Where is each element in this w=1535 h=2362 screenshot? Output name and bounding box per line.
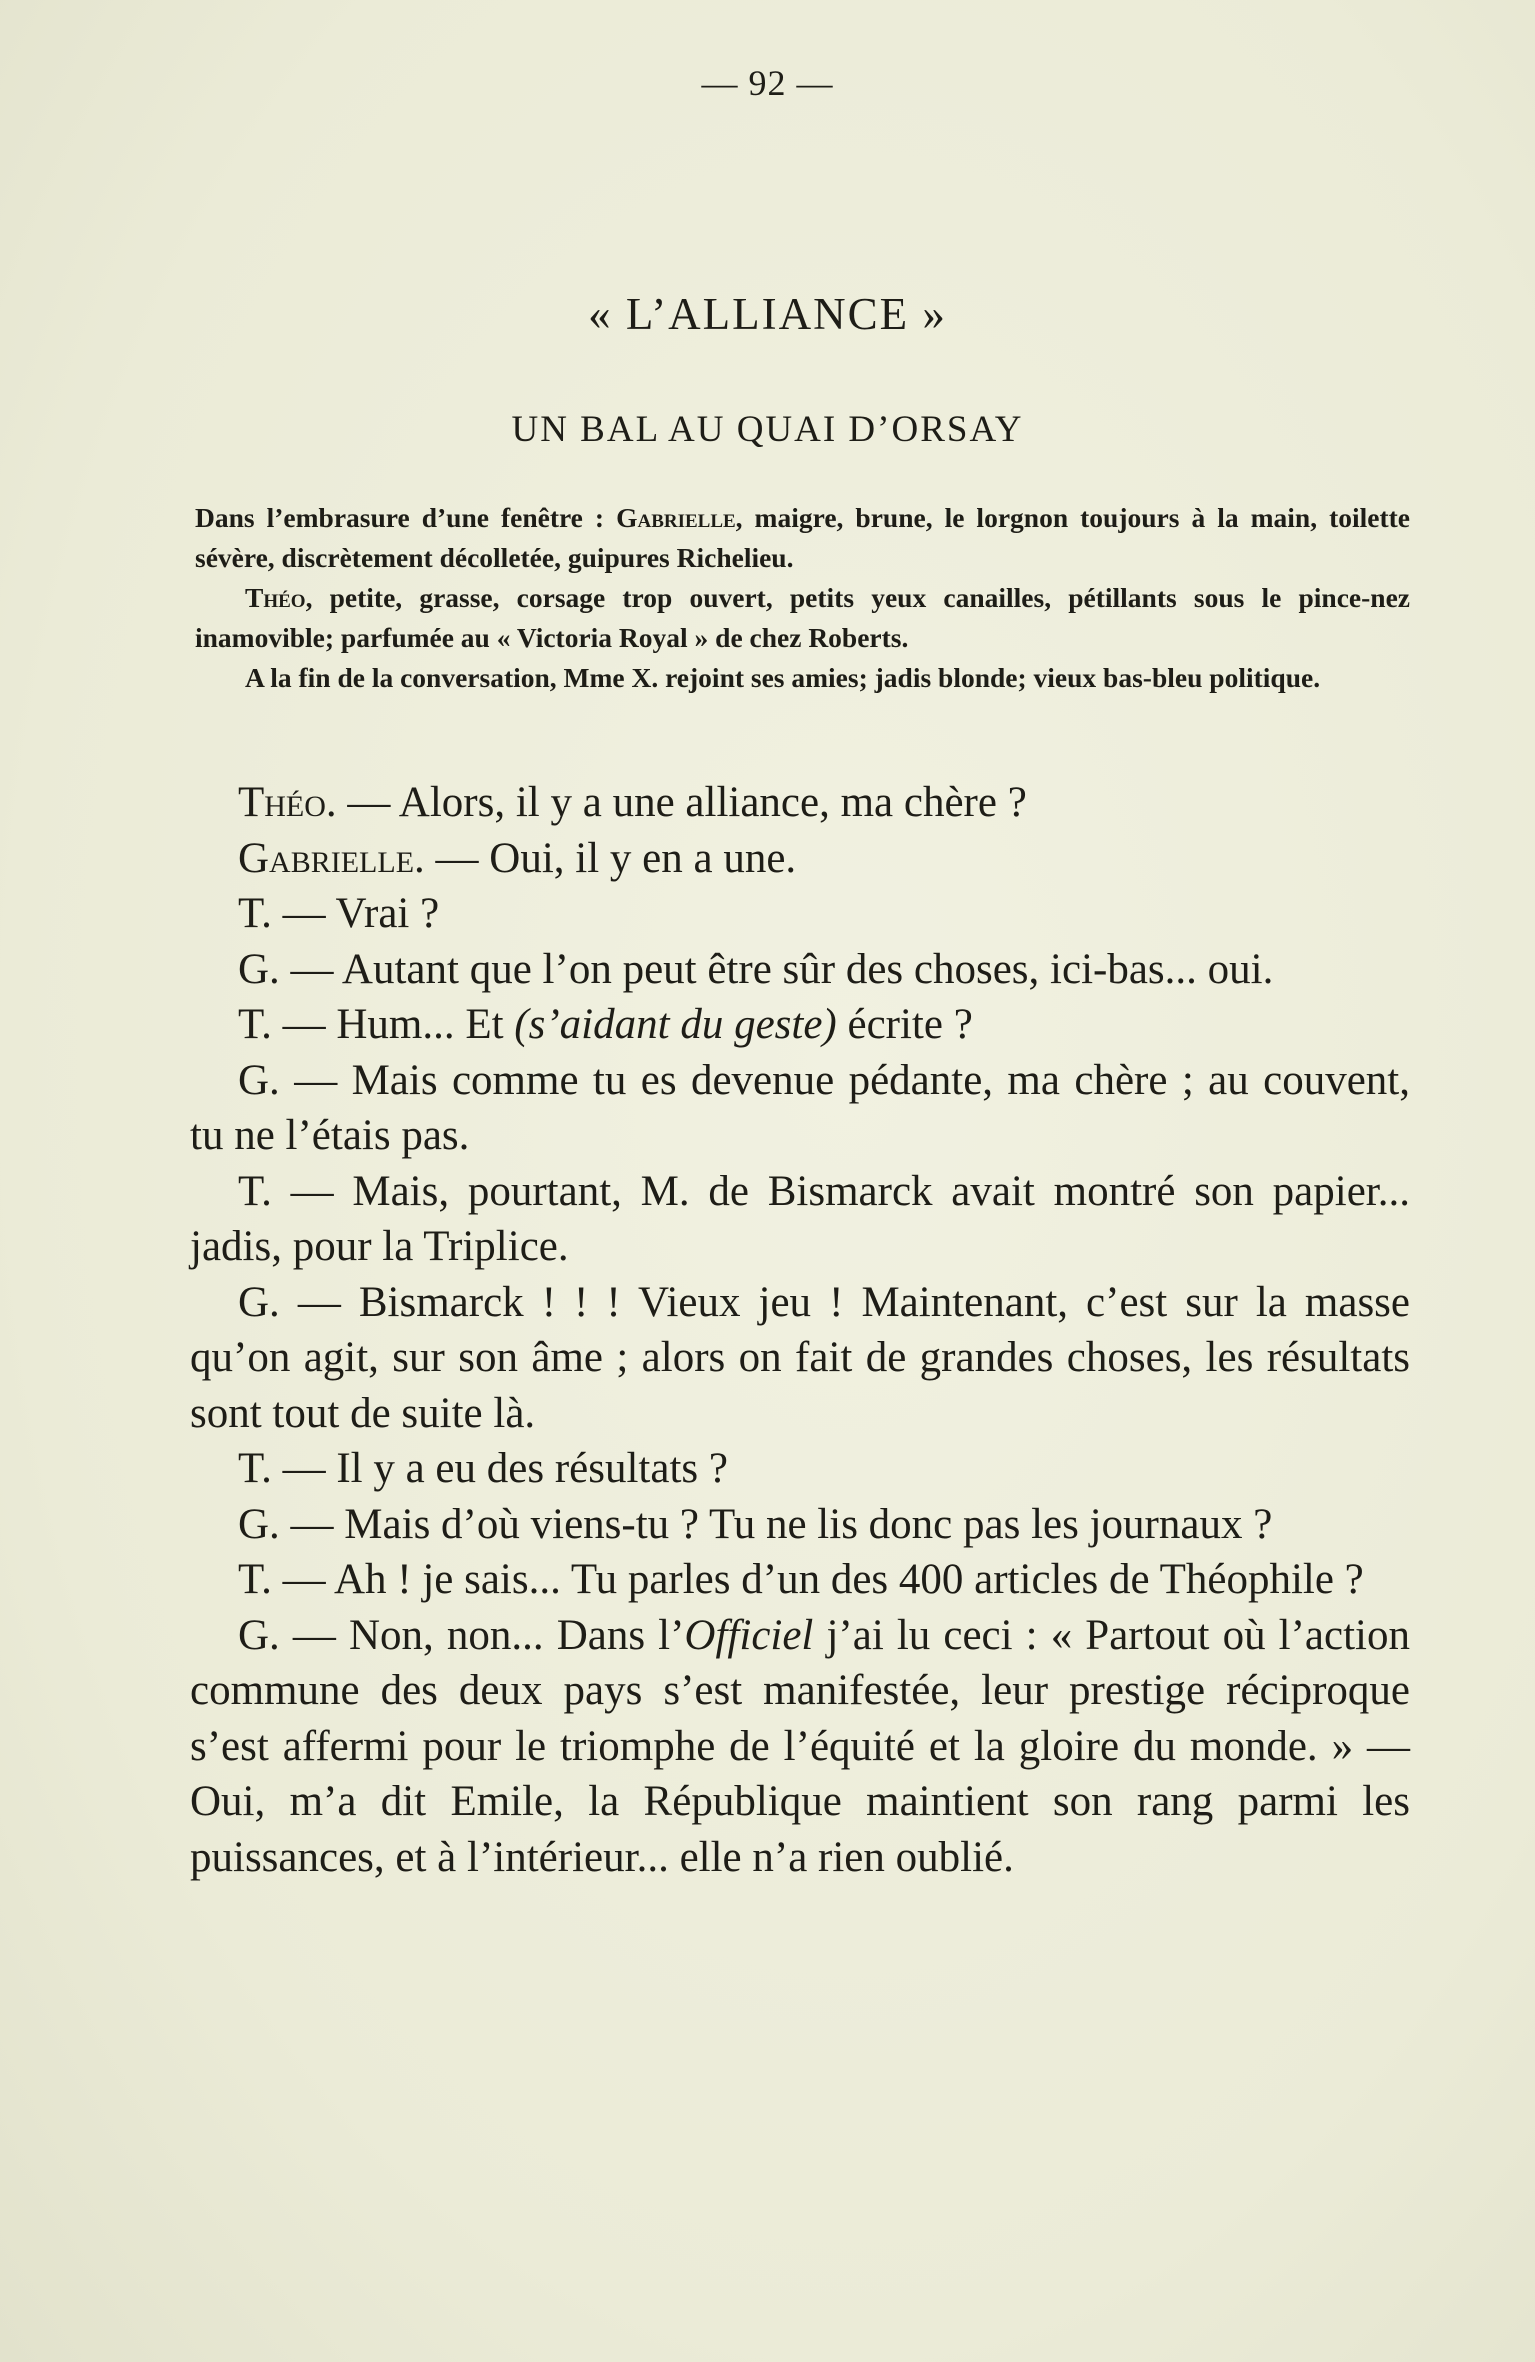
dialogue-line bbox=[190, 1608, 1410, 1886]
dialogue-line bbox=[190, 831, 1410, 887]
dialogue-line: G. — Autant que l’on peut être sûr des choses, ici-bas... oui. bbox=[238, 945, 1274, 993]
page-number: — 92 — bbox=[701, 63, 834, 103]
stage-directions bbox=[195, 498, 1410, 698]
dialogue-line: T. — Vrai ? bbox=[238, 890, 440, 937]
dialogue-line: G. — Mais d’où viens-tu ? Tu ne lis donc pas les journaux ? bbox=[238, 1500, 1273, 1548]
stage-direction-paragraph: A la fin de la conversation, Mme X. rejoint ses amies; jadis blonde; vieux bas-bleu politique. bbox=[245, 662, 1321, 693]
line-text: — Oui, il y en a une. bbox=[424, 834, 797, 882]
speaker-name: Gabrielle. bbox=[238, 834, 425, 882]
dialogue-line: T. — Il y a eu des résultats ? bbox=[238, 1445, 728, 1492]
speaker-name: Théo. bbox=[238, 779, 337, 826]
line-text: G. — Non, non... Dans l’ bbox=[238, 1611, 685, 1659]
stage-aside: (s’aidant du geste) bbox=[514, 1001, 837, 1048]
line-text: écrite ? bbox=[836, 1001, 973, 1048]
dialogue-line: G. — Bismarck ! ! ! Vieux jeu ! Maintenant, c’est sur la masse qu’on agit, sur son âme ; alors on fait de grandes choses, les résultats sont tout de suite là. bbox=[190, 1278, 1410, 1437]
dialogue bbox=[190, 775, 1410, 1885]
stage-text: , maigre, brune, le lorgnon toujours à la main, toilette sévère, discrètement décolletée, guipures Richelieu. bbox=[195, 502, 1410, 573]
dialogue-line: G. — Mais comme tu es devenue pédante, ma chère ; au couvent, tu ne l’étais pas. bbox=[190, 1056, 1410, 1159]
stage-direction-paragraph bbox=[195, 578, 1410, 658]
line-text: j’ai lu ceci : « Partout où l’action commune des deux pays s’est manifestée, leur prestige réciproque s’est affermi pour le triomphe de l’équité et la gloire du monde. » — Oui, m’a dit Emile, la République maintient son rang parmi les puissances, et à l’intérieur... elle n’a rien oublié. bbox=[190, 1611, 1410, 1881]
line-text: — Alors, il y a une alliance, ma chère ? bbox=[336, 779, 1027, 826]
stage-text: Dans l’embrasure d’une fenêtre : bbox=[195, 502, 617, 533]
dialogue-line: T. — Mais, pourtant, M. de Bismarck avait montré son papier... jadis, pour la Triplice. bbox=[190, 1167, 1410, 1270]
dialogue-line bbox=[190, 997, 1410, 1053]
chapter-title: « L’ALLIANCE » bbox=[588, 289, 947, 339]
line-text: T. — Hum... Et bbox=[238, 1001, 515, 1048]
dialogue-line bbox=[190, 775, 1410, 831]
character-name: Théo bbox=[245, 582, 306, 613]
chapter-subtitle: UN BAL AU QUAI D’ORSAY bbox=[511, 409, 1024, 450]
publication-title: Officiel bbox=[684, 1611, 814, 1659]
character-name: Gabrielle bbox=[616, 502, 736, 533]
dialogue-line: T. — Ah ! je sais... Tu parles d’un des 400 articles de Théophile ? bbox=[238, 1556, 1364, 1603]
stage-text: , petite, grasse, corsage trop ouvert, petits yeux canailles, pétillants sous le pince-nez inamovible; parfumée au « Victoria Royal » de chez Roberts. bbox=[195, 582, 1410, 653]
stage-direction-paragraph bbox=[195, 498, 1410, 578]
